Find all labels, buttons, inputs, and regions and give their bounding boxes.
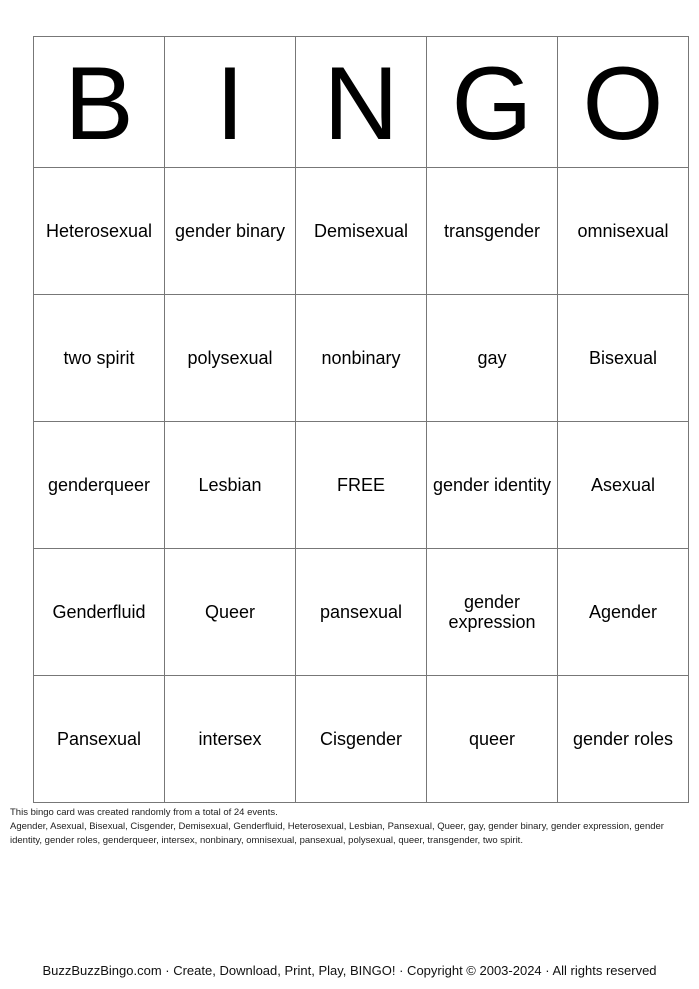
card-cell: gender expression [427, 549, 558, 676]
card-cell: intersex [165, 676, 296, 803]
card-cell: Asexual [558, 422, 689, 549]
card-cell: omnisexual [558, 168, 689, 295]
header-cell-i: I [165, 37, 296, 168]
info-summary: This bingo card was created randomly from a total of 24 events. [10, 807, 278, 818]
card-row [34, 549, 689, 676]
card-cell: gender roles [558, 676, 689, 803]
card-cell: genderqueer [34, 422, 165, 549]
card-cell: gay [427, 295, 558, 422]
header-cell-g: G [427, 37, 558, 168]
card-row [34, 168, 689, 295]
card-info [10, 806, 680, 848]
card-cell: Demisexual [296, 168, 427, 295]
card-cell: Heterosexual [34, 168, 165, 295]
free-cell: FREE [296, 422, 427, 549]
card-cell: Pansexual [34, 676, 165, 803]
header-cell-o: O [558, 37, 689, 168]
card-cell: Lesbian [165, 422, 296, 549]
card-cell: gender identity [427, 422, 558, 549]
card-cell: nonbinary [296, 295, 427, 422]
card-cell: Agender [558, 549, 689, 676]
header-row [34, 37, 689, 168]
footer-copyright: BuzzBuzzBingo.com · Create, Download, Print, Play, BINGO! · Copyright © 2003-2024 · All rights reserved [42, 963, 657, 978]
card-cell: pansexual [296, 549, 427, 676]
card-row [34, 676, 689, 803]
card-row [34, 295, 689, 422]
card-cell: Cisgender [296, 676, 427, 803]
card-cell: Genderfluid [34, 549, 165, 676]
card-row [34, 422, 689, 549]
card-cell: polysexual [165, 295, 296, 422]
card-cell: two spirit [34, 295, 165, 422]
card-cell: transgender [427, 168, 558, 295]
card-cell: Queer [165, 549, 296, 676]
bingo-card [33, 36, 689, 803]
card-cell: Bisexual [558, 295, 689, 422]
card-cell: gender binary [165, 168, 296, 295]
info-event-list: Agender, Asexual, Bisexual, Cisgender, Demisexual, Genderfluid, Heterosexual, Lesbian, Pansexual, Queer, gay, gender binary, gender expression, gender identity, gender roles, genderqueer, intersex, nonbinary, omnisexual, pansexual, polysexual, queer, transgender, two spirit. [10, 821, 664, 846]
header-cell-n: N [296, 37, 427, 168]
header-cell-b: B [34, 37, 165, 168]
card-cell: queer [427, 676, 558, 803]
